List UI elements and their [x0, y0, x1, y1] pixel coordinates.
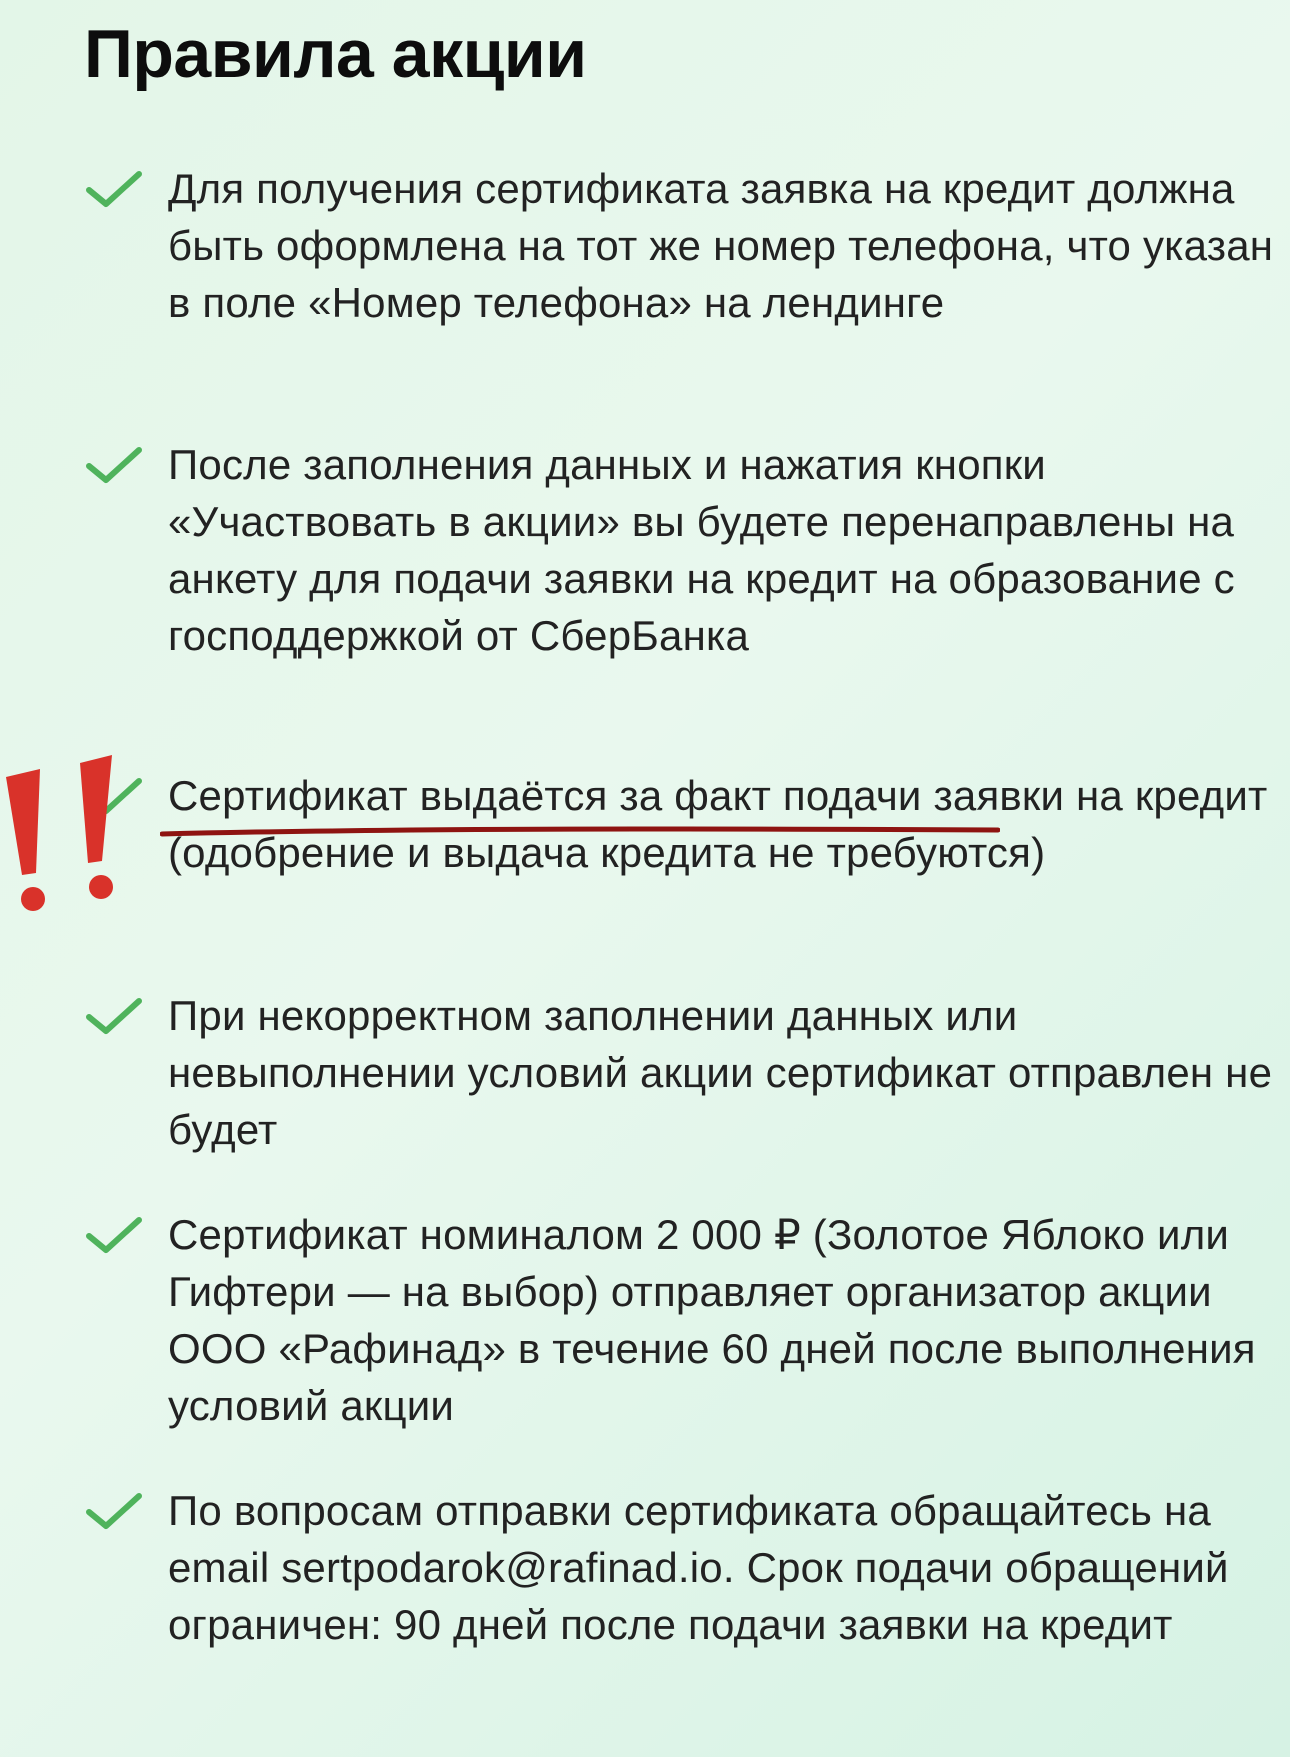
check-icon [84, 997, 144, 1037]
rule-text: Сертификат выдаётся за факт подачи заявки на кредит (одобрение и выдача кредита не требуются) [168, 772, 1268, 876]
rule-text: Для получения сертификата заявка на кредит должна быть оформлена на тот же номер телефона, что указан в поле «Номер телефона» на лендинге [168, 165, 1274, 326]
check-icon [84, 1216, 144, 1256]
rule-text: Сертификат номиналом 2 000 ₽ (Золотое Яблоко или Гифтери — на выбор) отправляет организатор акции ООО «Рафинад» в течение 60 дней после выполнения условий акции [168, 1211, 1256, 1429]
check-icon [84, 170, 144, 210]
check-icon [84, 446, 144, 486]
highlight-underline [160, 824, 1000, 840]
double-exclamation-icon [0, 755, 140, 915]
rule-text: При некорректном заполнении данных или невыполнении условий акции сертификат отправлен не будет [168, 992, 1273, 1153]
check-icon [84, 1492, 144, 1532]
rule-text: По вопросам отправки сертификата обращайтесь на email sertpodarok@rafinad.io. Срок подачи обращений ограничен: 90 дней после подачи заявки на кредит [168, 1487, 1229, 1648]
rule-text: После заполнения данных и нажатия кнопки «Участвовать в акции» вы будете перенаправлены на анкету для подачи заявки на кредит на образование с господдержкой от СберБанка [168, 441, 1235, 659]
page-title: Правила акции [84, 16, 587, 92]
